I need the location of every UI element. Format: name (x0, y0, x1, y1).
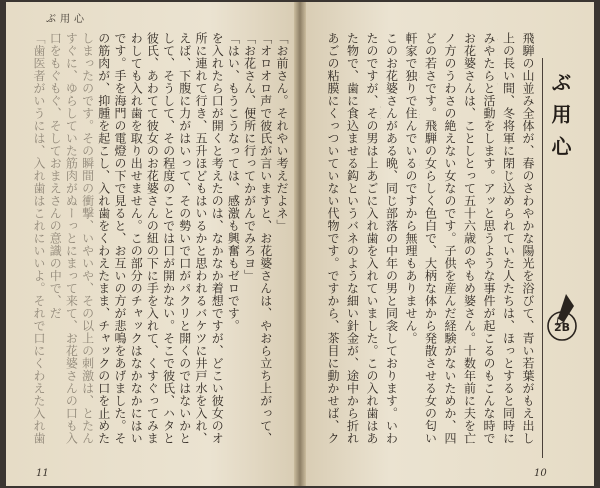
text-column: たのですが、その男は上あごに入れ歯を入れていました。この入れ歯はあ (365, 32, 379, 445)
chapter-title: ぶ用心 (548, 72, 572, 168)
badge-text: 2B (553, 321, 571, 334)
text-column: すぐに、ゆらしていた筋肉がぬーっとにまって来て、お花婆さんの口も入 (64, 32, 79, 445)
left-running-head: ぶ用心 (46, 14, 88, 25)
text-column: あごの粘膜にくっついていない代物です。ですから、茶目に動かせば、ク (326, 32, 340, 445)
text-column: このお花婆さんがある晩、同じ部落の中年の男と同衾しております。いわ (384, 32, 399, 445)
text-column: の筋肉が、抑腫を起こし、入れ歯をくわえたまま、チャックの口を止めた (96, 32, 111, 445)
text-column: えば、下腹に力がはいって、その勢いで口がパクリと開くのではないかと (177, 32, 192, 445)
text-column: ノ方のうわさの絶えない女なのです。子供を産んだ経験がないためか、四 (443, 32, 457, 445)
text-column: た物で、歯に食込ませる鈎というバネのような細い針金が、途中から折れ (345, 32, 360, 445)
left-folio: 11 (36, 468, 49, 479)
text-column: 「お花さん、便所に行ってかがんでみろヨ」 (242, 32, 257, 282)
text-column: お花婆さんは、ことしとって五十六歳のやもめ婆さん。十数年前に夫を亡 (462, 32, 477, 445)
text-column: 所に連れて行き、五升ほどもはいるかと思われるバケツに井戸水を入れ、 (193, 32, 208, 445)
pencil-2b-logo-icon (544, 292, 580, 346)
text-column: みやたらと活動をします。アッと思うような事件が起こるのもこんな時で (482, 32, 496, 445)
text-column: わしても入れ歯を取り出せません。この部分のチャックはなかなかにはい (129, 32, 144, 445)
text-column: 飛騨の山並み全体が、春のさわやかな陽光を浴びて、青い若葉がもえ出し (521, 32, 535, 445)
text-column: して、そうして、その程度のことでは口が開かない。そこで彼氏、ハタと (161, 32, 176, 445)
text-column: 上の長い間、冬将軍に閉じ込められていた人たちは、ほっとすると同時に (501, 32, 516, 445)
text-column: 軒家で独りで住んでいるのですから無理もありません。 (404, 32, 418, 345)
text-column: しまったのです。その瞬間の衝撃、いやいや、その以上の刺激は、とたん (80, 32, 95, 445)
text-column: どの若さです。飛騨の女らしく色白で、大柄な体から発散させる女の匂い (423, 32, 438, 445)
text-column: を入れたら口が開くと考えたのは、なかなか着想ですが、どこい彼女のオ (210, 32, 225, 445)
text-column: 彼氏、あわてて彼女のお花婆さんの紐の下に手を入れて、くすぐってみま (145, 32, 160, 445)
text-column: です。手を海門の電燈の下で見ると、お互いの方が悲鳴をあげました。そ (112, 32, 127, 445)
text-column: 「はい、もうこうなっては、感激も興奮もゼロです。 (226, 32, 241, 332)
text-column: 口をもぐもぐ、そしておまえさんの意識の中で、だ (48, 32, 63, 320)
open-book (6, 2, 594, 486)
text-column: 「歯医者がいうには、入れ歯はこれにいいよ。それで口にくわえた入れ歯 (31, 32, 46, 445)
book-gutter (294, 2, 306, 486)
right-folio: 10 (534, 468, 547, 479)
text-column: 「お前さん。それやい考えだよネ」 (274, 32, 289, 232)
text-column: 「オロオロ声で彼氏が言いますと、お花婆さんは、やおら立ち上がって、 (258, 32, 273, 445)
